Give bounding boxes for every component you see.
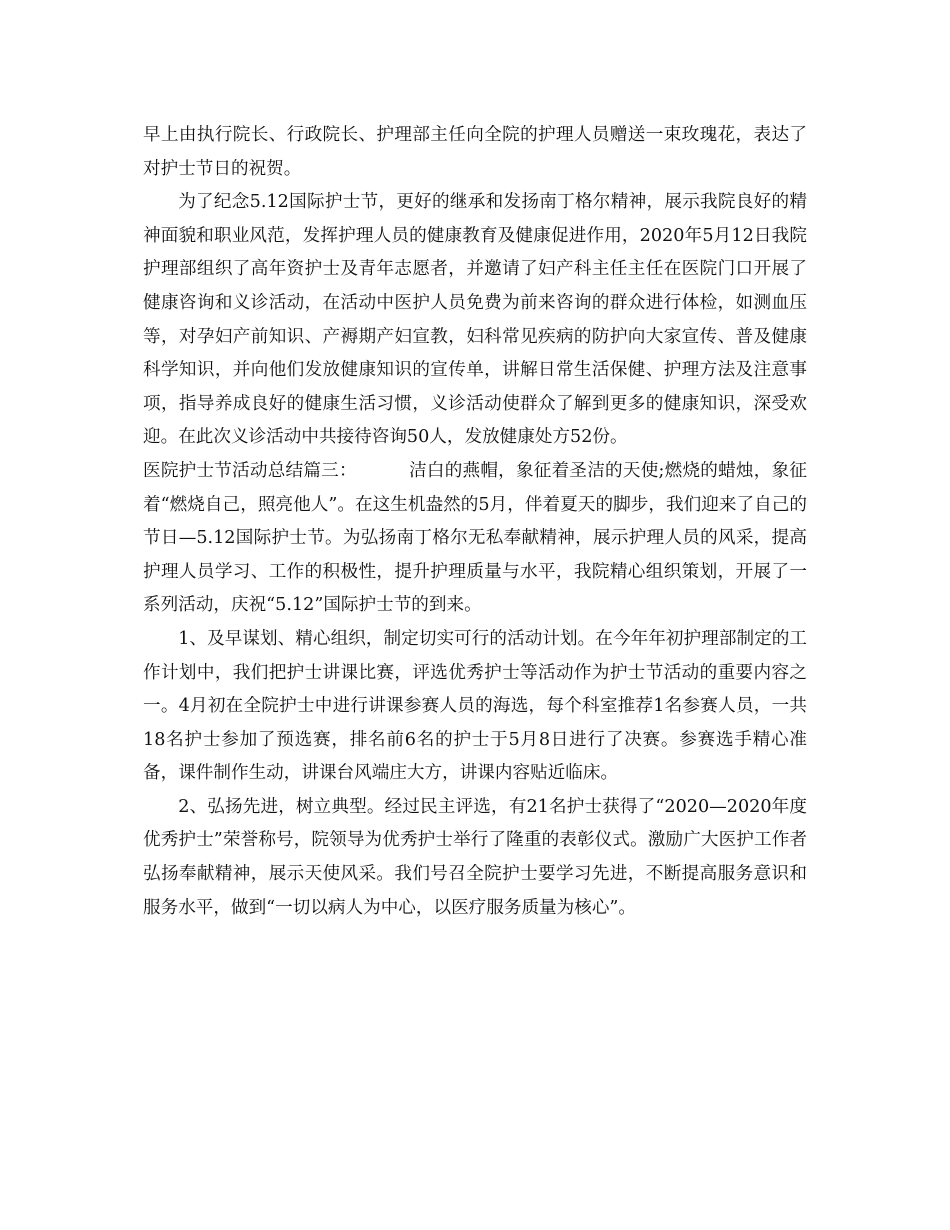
section-heading: 医院护士节活动总结篇三： <box>143 460 357 481</box>
list-item-excellence: 2、弘扬先进，树立典型。经过民主评选，有21名护士获得了“2020—2020年度优秀护士”荣誉称号，院领导为优秀护士举行了隆重的表彰仪式。激励广大医护工作者弘扬奉献精神，展示天使风采。我们号召全院护士要学习先进，不断提高服务意识和服务水平，做到“一切以病人为中心，以医疗服务质量为核心”。 <box>143 796 807 918</box>
list-item-planning: 1、及早谋划、精心组织，制定切实可行的活动计划。在今年年初护理部制定的工作计划中，我们把护士讲课比赛，评选优秀护士等活动作为护士节活动的重要内容之一。4月初在全院护士中进行讲课参赛人员的海选，每个科室推荐1名参赛人员，一共18名护士参加了预选赛，排名前6名的护士于5月8日进行了决赛。参赛选手精心准备，课件制作生动，讲课台风端庄大方，讲课内容贴近临床。 <box>143 628 807 784</box>
paragraph-rose-gift: 早上由执行院长、行政院长、护理部主任向全院的护理人员赠送一束玫瑰花，表达了对护士节日的祝贺。 <box>143 125 807 179</box>
paragraph-free-clinic: 为了纪念5.12国际护士节，更好的继承和发扬南丁格尔精神，展示我院良好的精神面貌和职业风范，发挥护理人员的健康教育及健康促进作用，2020年5月12日我院护理部组织了高年资护士及青年志愿者，并邀请了妇产科主任主任在医院门口开展了健康咨询和义诊活动，在活动中医护人员免费为前来咨询的群众进行体检，如测血压等，对孕妇产前知识、产褥期产妇宣教，妇科常见疾病的防护向大家宣传、普及健康科学知识，并向他们发放健康知识的宣传单，讲解日常生活保健、护理方法及注意事项，指导养成良好的健康生活习惯，义诊活动使群众了解到更多的健康知识，深受欢迎。在此次义诊活动中共接待咨询50人，发放健康处方52份。 <box>143 192 807 448</box>
document-page <box>143 119 807 925</box>
section-intro-text: 洁白的燕帽，象征着圣洁的天使;燃烧的蜡烛，象征着“燃烧自己，照亮他人”。在这生机盎然的5月，伴着夏天的脚步，我们迎来了自己的节日—5.12国际护士节。为弘扬南丁格尔无私奉献精神，展示护理人员的风采，提高护理人员学习、工作的积极性，提升护理质量与水平，我院精心组织策划，开展了一系列活动，庆祝“5.12”国际护士节的到来。 <box>143 460 807 616</box>
section-three <box>143 455 807 623</box>
